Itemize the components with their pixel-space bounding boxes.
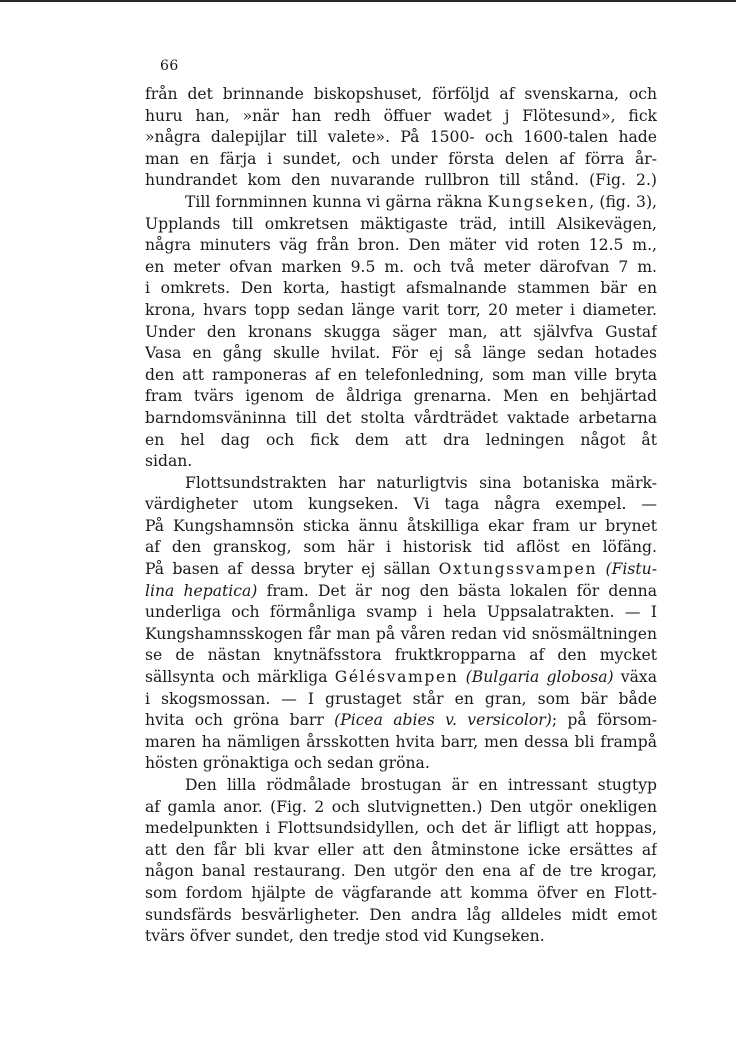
text-line — [145, 278, 657, 300]
spaced-term: Oxtungssvampen — [438, 560, 598, 579]
text-line — [145, 430, 657, 452]
text-line — [145, 732, 657, 754]
text-line — [145, 84, 657, 106]
text-segment: krona, hvars topp sedan länge varit torr, 20 meter i diameter. — [145, 300, 657, 319]
text-segment: maren ha nämligen årsskotten hvita barr, men dessa bli frampå — [145, 732, 657, 751]
italic-text: (Picea abies v. versicolor) — [334, 711, 552, 730]
text-line — [145, 710, 657, 732]
text-segment — [458, 668, 465, 686]
text-line — [145, 926, 657, 948]
text-line — [145, 300, 657, 322]
text-line — [145, 818, 657, 840]
text-segment: en hel dag och fick dem att dra ledningen något åt — [145, 430, 657, 449]
text-segment: Kungshamnsskogen får man på våren redan vid snösmältningen — [145, 624, 657, 643]
text-segment: Flottsundstrakten har naturligtvis sina botaniska märk- — [185, 473, 657, 492]
text-line — [145, 516, 657, 538]
italic-text: (Bulgaria globosa) — [465, 668, 614, 687]
text-segment: hundrandet kom den nuvarande rullbron till stånd. (Fig. 2.) — [145, 171, 657, 190]
text-line — [145, 753, 657, 775]
text-segment: fram. Det är nog den bästa lokalen för denna — [257, 581, 657, 600]
text-line — [145, 840, 657, 862]
text-segment: tvärs öfver sundet, den tredje stod vid Kungseken. — [145, 927, 545, 946]
text-line — [145, 494, 657, 516]
text-segment: Under den kronans skugga säger man, att självfva Gustaf — [145, 322, 657, 341]
text-line — [145, 257, 657, 279]
text-line — [145, 581, 657, 603]
text-segment: Den lilla rödmålade brostugan är en intressant stugtyp — [185, 776, 657, 794]
text-segment: Till fornminnen kunna vi gärna räkna — [185, 192, 488, 211]
text-line — [145, 883, 657, 905]
text-segment: hvita och gröna barr — [145, 711, 335, 730]
text-segment: På basen af dessa bryter ej sällan — [145, 560, 439, 579]
top-edge-rule — [0, 0, 736, 2]
spaced-term: Gélésvampen — [334, 668, 459, 687]
text-segment: man en färja i sundet, och under första delen af förra år- — [145, 149, 657, 168]
text-segment: några minuters väg från bron. Den mäter vid roten 12.5 m., — [145, 236, 657, 255]
italic-text: (Fistu- — [605, 560, 657, 579]
text-segment: se de nästan knytnäfsstora fruktkropparna af den mycket — [145, 646, 657, 665]
text-line — [145, 192, 657, 214]
text-line — [145, 473, 657, 495]
text-line — [145, 451, 657, 473]
text-segment: af den granskog, som här i historisk tid aflöst en löfäng. — [145, 538, 657, 557]
text-line — [145, 106, 657, 128]
text-line — [145, 408, 657, 430]
text-segment: i skogsmossan. — I grustaget står en gran, som bär både — [145, 689, 657, 708]
text-segment: från det brinnande biskopshuset, förföljd af svenskarna, och — [145, 85, 657, 103]
text-line — [145, 861, 657, 883]
text-segment: hösten grönaktiga och sedan gröna. — [145, 754, 430, 773]
text-line — [145, 905, 657, 927]
text-segment: På Kungshamnsön sticka ännu åtskilliga ekar fram ur brynet — [145, 516, 657, 535]
text-line — [145, 127, 657, 149]
text-segment: värdigheter utom kungseken. Vi taga några exempel. — — [145, 495, 657, 514]
text-line — [145, 537, 657, 559]
text-segment: en meter ofvan marken 9.5 m. och två meter därofvan 7 m. — [145, 257, 657, 276]
text-segment: sundsfärds besvärligheter. Den andra låg alldeles midt emot — [145, 905, 657, 924]
text-line — [145, 170, 657, 192]
text-line — [145, 214, 657, 236]
text-segment: ; på försom- — [551, 711, 657, 730]
text-line — [145, 624, 657, 646]
text-line — [145, 645, 657, 667]
text-segment: i omkrets. Den korta, hastigt afsmalnande stammen bär en — [145, 279, 657, 298]
text-segment: , (fig. 3), — [589, 192, 657, 211]
spaced-term: Kungseken — [487, 192, 590, 211]
text-line — [145, 149, 657, 171]
body-text — [145, 84, 657, 948]
text-line — [145, 602, 657, 624]
text-segment: barndomsväninna till det stolta vårdträdet vaktade arbetarna — [145, 408, 657, 427]
text-line — [145, 365, 657, 387]
text-segment: att den får bli kvar eller att den åtminstone icke ersättes af — [145, 840, 657, 859]
text-segment: sidan. — [145, 452, 193, 471]
text-line — [145, 559, 657, 581]
text-segment: »några dalepijlar till valete». På 1500- och 1600-talen hade — [145, 128, 657, 147]
text-segment: fram tvärs igenom de åldriga grenarna. Men en behjärtad — [145, 387, 657, 406]
text-segment: Upplands till omkretsen mäktigaste träd, intill Alsikevägen, — [145, 214, 657, 233]
text-line — [145, 689, 657, 711]
text-line — [145, 797, 657, 819]
text-line — [145, 667, 657, 689]
text-line — [145, 322, 657, 344]
text-line — [145, 775, 657, 797]
text-segment: medelpunkten i Flottsundsidyllen, och det är lifligt att hoppas, — [145, 819, 657, 838]
text-segment: af gamla anor. (Fig. 2 och slutvignetten.) Den utgör onekligen — [145, 797, 657, 816]
text-segment: huru han, »när han redh öffuer wadet j Flötesund», fick — [145, 106, 657, 125]
text-segment: underliga och förmånliga svamp i hela Uppsalatrakten. — I — [145, 603, 657, 622]
text-segment: någon banal restaurang. Den utgör den ena af de tre krogar, — [145, 862, 657, 881]
text-segment: Vasa en gång skulle hvilat. För ej så länge sedan hotades — [145, 344, 657, 363]
page-number: 66 — [160, 58, 179, 74]
italic-text: lina hepatica) — [145, 581, 258, 600]
text-segment: den att ramponeras af en telefonledning, som man ville bryta — [145, 365, 657, 384]
text-segment — [597, 560, 605, 578]
text-line — [145, 235, 657, 257]
text-segment: sällsynta och märkliga — [145, 668, 335, 687]
text-segment: växa — [613, 668, 657, 687]
text-line — [145, 386, 657, 408]
text-segment: som fordom hjälpte de vägfarande att komma öfver en Flott- — [145, 883, 657, 902]
text-line — [145, 343, 657, 365]
